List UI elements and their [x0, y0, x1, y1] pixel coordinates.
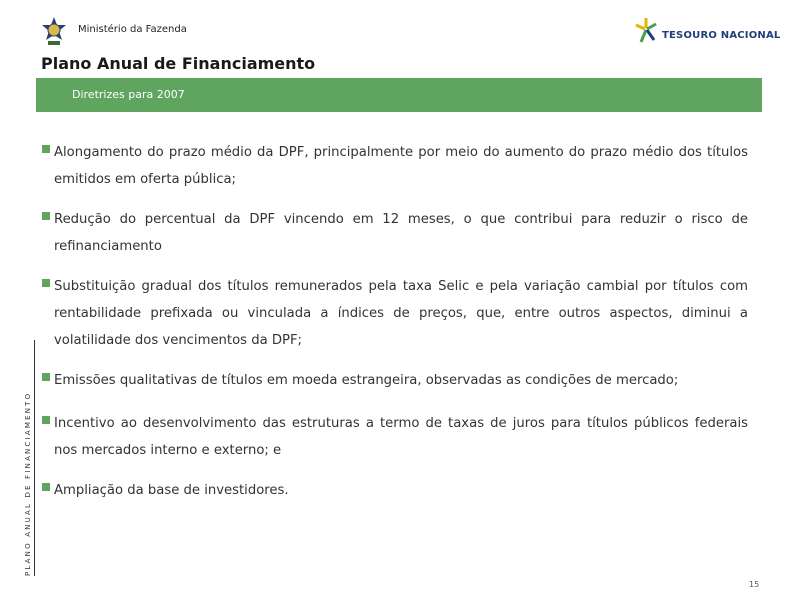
- list-item: [42, 273, 748, 354]
- side-divider: [34, 340, 35, 576]
- bullet-square-icon: [42, 416, 50, 424]
- bullet-square-icon: [42, 279, 50, 287]
- tesouro-nacional-logo: [634, 16, 781, 44]
- bullet-text: Emissões qualitativas de títulos em moeda estrangeira, observadas as condições de mercado;: [54, 373, 679, 388]
- list-item: [42, 206, 748, 260]
- bullet-square-icon: [42, 483, 50, 491]
- page-title: Plano Anual de Financiamento: [41, 54, 316, 73]
- bullet-square-icon: [42, 373, 50, 381]
- list-item: [42, 477, 748, 504]
- list-item: [42, 367, 748, 394]
- bullet-square-icon: [42, 212, 50, 220]
- bullet-list: [42, 139, 748, 517]
- bullet-text: Ampliação da base de investidores.: [54, 483, 289, 498]
- coat-of-arms-logo: [40, 16, 68, 46]
- bullet-square-icon: [42, 145, 50, 153]
- section-title: Diretrizes para 2007: [72, 88, 185, 101]
- page-number: 15: [749, 580, 760, 589]
- ministry-name: Ministério da Fazenda: [78, 24, 187, 35]
- bullet-text: Incentivo ao desenvolvimento das estruturas a termo de taxas de juros para títulos públicos federais nos mercados interno e externo; e: [54, 416, 748, 458]
- bullet-text: Alongamento do prazo médio da DPF, principalmente por meio do aumento do prazo médio dos títulos emitidos em oferta pública;: [54, 145, 748, 187]
- bullet-text: Substituição gradual dos títulos remunerados pela taxa Selic e pela variação cambial por títulos com rentabilidade prefixada ou vinculada a índices de preços, que, entre outros aspectos, diminui a volatilidade dos vencimentos da DPF;: [54, 279, 748, 348]
- side-label: PLANO ANUAL DE FINANCIAMENTO: [24, 391, 32, 576]
- brand-wordmark: TESOURO NACIONAL: [662, 30, 781, 41]
- list-item: [42, 410, 748, 464]
- star-emblem-icon: [634, 16, 660, 44]
- section-band: [36, 78, 762, 112]
- list-item: [42, 139, 748, 193]
- bullet-text: Redução do percentual da DPF vincendo em 12 meses, o que contribui para reduzir o risco de refinanciamento: [54, 212, 748, 254]
